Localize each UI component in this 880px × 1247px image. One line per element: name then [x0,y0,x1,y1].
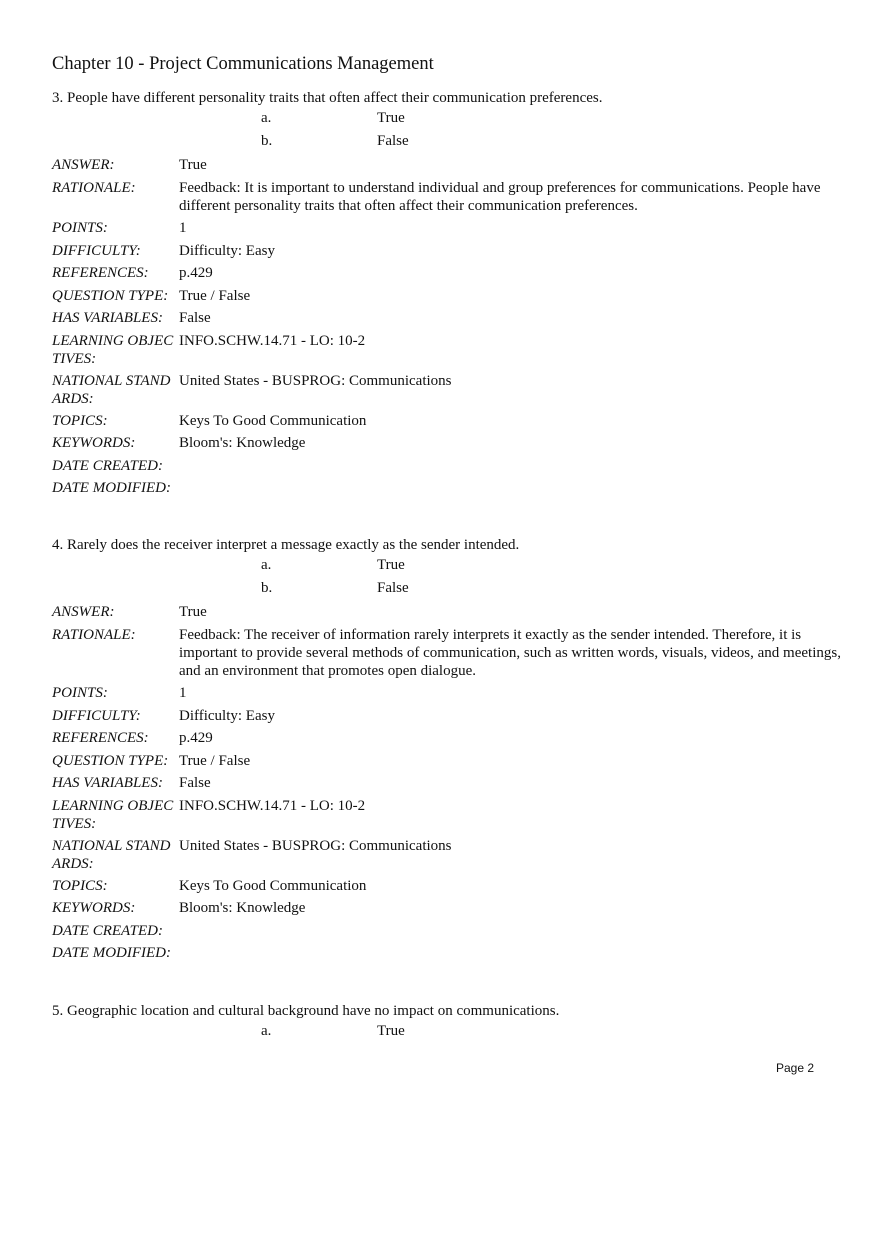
question-block [52,1002,842,1046]
meta-value [179,457,842,475]
meta-label: HAS VARIABLES: [52,775,163,791]
meta-row-learning-objectives [52,797,842,833]
option-letter: a. [261,1023,272,1039]
meta-value: True / False [179,287,251,304]
meta-row-rationale [52,626,842,680]
question-text: 5. Geographic location and cultural background have no impact on communications. [52,1003,560,1019]
meta-value: False [179,310,211,326]
meta-label: ANSWER: [52,604,115,620]
meta-value: 1 [179,220,187,236]
meta-label: DATE MODIFIED: [52,480,171,496]
option-text: True [377,557,405,573]
option-letter: a. [261,110,272,126]
meta-label: LEARNING OBJECTIVES: [52,332,174,367]
meta-label: RATIONALE: [52,626,136,643]
meta-row-keywords [52,899,842,917]
question-text: 4. Rarely does the receiver interpret a message exactly as the sender intended. [52,537,520,553]
page-number: Page 2 [776,1061,815,1075]
meta-row-date-created [52,457,842,475]
meta-value [179,922,842,940]
meta-row-question-type [52,287,842,305]
meta-label: DIFFICULTY: [52,242,141,259]
option-letter: a. [261,557,272,573]
meta-value: False [179,775,211,791]
meta-value: True [179,157,207,173]
answer-option [52,110,842,133]
meta-row-national-standards [52,372,842,408]
meta-value: True [179,604,207,620]
meta-value [179,944,842,962]
meta-value: Bloom's: Knowledge [179,435,306,451]
meta-value: p.429 [179,265,213,281]
meta-value: True / False [179,752,251,769]
meta-row-difficulty [52,242,842,260]
meta-label: DATE MODIFIED: [52,945,171,961]
meta-label: KEYWORDS: [52,900,136,916]
meta-label: POINTS: [52,220,108,236]
meta-label: QUESTION TYPE: [52,752,169,769]
meta-row-has-variables [52,309,842,327]
meta-row-references [52,729,842,747]
meta-label: NATIONAL STANDARDS: [52,372,171,407]
meta-value: Difficulty: Easy [179,242,275,259]
question-text: 3. People have different personality traits that often affect their communication preferences. [52,90,603,106]
meta-value: Keys To Good Communication [179,877,367,894]
meta-label: POINTS: [52,685,108,701]
meta-row-topics [52,877,842,895]
meta-row-points [52,684,842,702]
meta-row-keywords [52,434,842,452]
chapter-title: Chapter 10 - Project Communications Management [52,54,434,74]
meta-row-answer [52,603,842,621]
answer-option [52,557,842,580]
meta-row-date-modified [52,944,842,962]
meta-label: LEARNING OBJECTIVES: [52,797,174,832]
meta-label: TOPICS: [52,877,108,894]
meta-label: KEYWORDS: [52,435,136,451]
meta-row-date-created [52,922,842,940]
option-text: True [377,110,405,126]
answer-option [52,1023,842,1046]
meta-row-difficulty [52,707,842,725]
meta-row-learning-objectives [52,332,842,368]
meta-label: DIFFICULTY: [52,707,141,724]
meta-value: 1 [179,685,187,701]
question-block [52,536,842,967]
meta-label: DATE CREATED: [52,457,163,474]
meta-row-references [52,264,842,282]
meta-label: NATIONAL STANDARDS: [52,837,171,872]
meta-label: REFERENCES: [52,730,149,746]
meta-row-has-variables [52,774,842,792]
meta-value [179,479,842,497]
meta-label: TOPICS: [52,412,108,429]
meta-label: REFERENCES: [52,265,149,281]
meta-label: QUESTION TYPE: [52,287,169,304]
meta-row-question-type [52,752,842,770]
option-letter: b. [261,133,273,149]
answer-option [52,133,842,156]
meta-value: Bloom's: Knowledge [179,900,306,916]
meta-label: RATIONALE: [52,179,136,196]
meta-value: p.429 [179,730,213,746]
meta-value: United States - BUSPROG: Communications [179,837,452,854]
meta-value: Feedback: The receiver of information rarely interprets it exactly as the sender intended. Therefore, it is important to provide several methods of communication, such as written words, visuals, videos, and meetings, and an environment that promotes open dialogue. [179,626,841,679]
meta-row-topics [52,412,842,430]
meta-value: Difficulty: Easy [179,707,275,724]
answer-option [52,580,842,603]
meta-row-points [52,219,842,237]
meta-label: ANSWER: [52,157,115,173]
option-text: False [377,580,409,596]
meta-label: HAS VARIABLES: [52,310,163,326]
meta-label: DATE CREATED: [52,922,163,939]
option-letter: b. [261,580,273,596]
question-metadata [52,603,842,962]
meta-value: INFO.SCHW.14.71 - LO: 10-2 [179,797,366,814]
meta-value: United States - BUSPROG: Communications [179,372,452,389]
meta-value: INFO.SCHW.14.71 - LO: 10-2 [179,332,366,349]
meta-value: Feedback: It is important to understand individual and group preferences for communications. People have different personality traits that often affect their communication preferences. [179,179,821,214]
meta-row-rationale [52,179,842,215]
meta-row-national-standards [52,837,842,873]
option-text: True [377,1023,405,1039]
meta-value: Keys To Good Communication [179,412,367,429]
meta-row-date-modified [52,479,842,497]
question-metadata [52,156,842,497]
option-text: False [377,133,409,149]
meta-row-answer [52,156,842,174]
question-block [52,89,842,502]
